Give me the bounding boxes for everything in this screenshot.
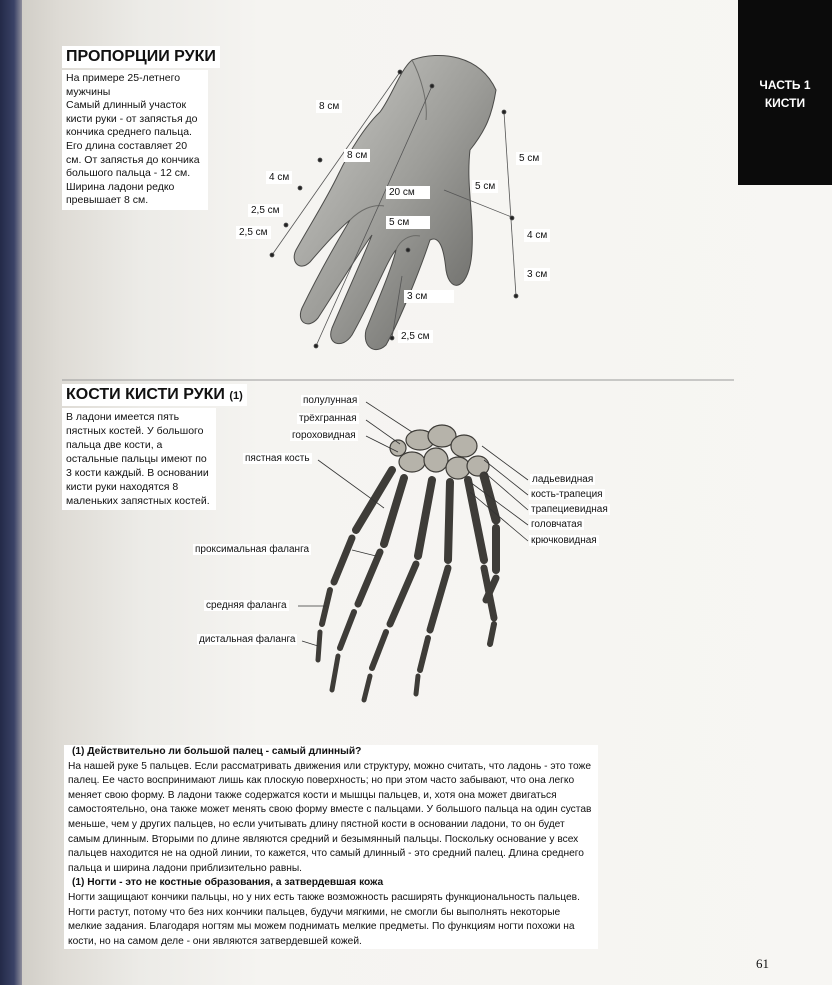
- label-triquetrum: трёхгранная: [299, 413, 357, 424]
- little-proximal: [358, 552, 380, 604]
- label-proximal-phalanx: проксимальная фаланга: [195, 544, 310, 555]
- measure-label: 5 см: [516, 152, 542, 165]
- label-scaphoid: ладьевидная: [532, 474, 594, 485]
- measure-label: 3 см: [404, 290, 454, 303]
- measure-label: 4 см: [266, 171, 292, 184]
- section-title-bones-note: (1): [229, 390, 243, 402]
- ring-distal: [364, 676, 370, 700]
- page-number: 61: [756, 956, 769, 971]
- middle-distal: [416, 676, 418, 694]
- middle-proximal: [430, 568, 448, 630]
- ring-metacarpal: [418, 480, 432, 556]
- carpal-bone: [451, 435, 477, 457]
- label-distal-phalanx: дистальная фаланга: [199, 634, 296, 645]
- section-title-proportions: ПРОПОРЦИИ РУКИ: [62, 46, 220, 68]
- label-middle-phalanx: средняя фаланга: [206, 600, 287, 611]
- measure-label: 2,5 см: [248, 204, 283, 217]
- measure-label: 2,5 см: [236, 226, 271, 239]
- fifth-metacarpal: [356, 470, 392, 530]
- note-2-title: (1) Ногти - это не костные образования, а затвердевшая кожа: [72, 877, 384, 889]
- fifth-proximal: [334, 538, 352, 582]
- fifth-distal: [318, 632, 320, 660]
- little-middle: [340, 612, 354, 648]
- ring-proximal: [390, 564, 416, 624]
- label-metacarpal: пястная кость: [245, 453, 310, 464]
- index-middle: [490, 624, 494, 644]
- measure-label: 2,5 см: [398, 330, 433, 343]
- measure-label: 3 см: [524, 268, 550, 281]
- little-distal: [332, 656, 338, 690]
- measure-label: 8 см: [316, 100, 342, 113]
- measure-label: 5 см: [472, 180, 498, 193]
- section-title-bones-text: КОСТИ КИСТИ РУКИ: [66, 386, 225, 403]
- carpal-bone: [446, 457, 470, 479]
- measure-label: 5 см: [386, 216, 430, 229]
- little-metacarpal: [384, 478, 404, 544]
- note-1-title: (1) Действительно ли большой палец - самый длинный?: [72, 746, 362, 757]
- proportions-text: На примере 25-летнего мужчины Самый длинный участок кисти руки - от запястья до кончика среднего пальца. Его длина составляет 20 см. От запястья до кончика большого пальца - 12 см. Ширина ладони редко превышает 8 см.: [62, 70, 208, 210]
- label-pisiform: гороховидная: [292, 430, 356, 441]
- measure-label: 4 см: [524, 229, 550, 242]
- index-proximal: [484, 568, 494, 618]
- notes-box: [64, 745, 598, 949]
- middle-metacarpal: [448, 482, 450, 560]
- carpal-bone: [424, 448, 448, 472]
- label-trapezoid: трапециевидная: [531, 504, 608, 515]
- label-hamate: крючковидная: [531, 535, 597, 546]
- thumb-metacarpal: [484, 476, 496, 520]
- note-1-text: На нашей руке 5 пальцев. Если рассматривать движения или структуру, можно считать, что ладонь - это тоже палец. Ее часто воспринимают лишь как плоскую поверхность; но при этом часто забывают, что она легко меняет свою форму. В ладони также содержатся кости и мышцы пальцев, и, хотя она может двигаться самостоятельно, она также может менять свою форму вместе с пальцами. У большого пальца на один сустав меньше, чем у других пальцев, но если учитывать длину пястной кости в основании ладони, то он будет самым длинным. Вторыми по длине являются средний и безымянный пальцы. Поскольку основание у всех пальцев находится не на одной линии, то кажется, что самый длинный - это средний палец. Длина среднего пальца и ширина ладони приблизительно равны.: [68, 760, 592, 874]
- bones-text: В ладони имеется пять пястных костей. У большого пальца две кости, а остальные пальцы имеют по 3 кости каждый. В основании кисти руки находятся 8 маленьких запястных костей.: [62, 408, 216, 510]
- middle-middle: [420, 638, 428, 670]
- label-lunate: полулунная: [303, 395, 358, 406]
- chapter-tab-part: ЧАСТЬ 1: [759, 78, 811, 92]
- fifth-middle: [322, 590, 330, 624]
- measure-label: 20 см: [386, 186, 430, 199]
- ring-middle: [372, 632, 386, 668]
- label-capitate: головчатая: [531, 519, 583, 530]
- measure-label: 8 см: [344, 149, 370, 162]
- label-trapezium: кость-трапеция: [531, 489, 603, 500]
- chapter-tab-title: КИСТИ: [764, 96, 806, 110]
- note-2-text: Ногти защищают кончики пальцы, но у них есть также возможность расширять функциональность пальцев. Ногти растут, потому что без них кончики пальцев, будучи мягкими, не смогли бы выполнять некоторые мелкие задания. Благодаря ногтям мы можем поднимать мелкие предметы. По функциям ногти похожи на кости, но на самом деле - они являются затвердевшей кожей.: [68, 891, 580, 947]
